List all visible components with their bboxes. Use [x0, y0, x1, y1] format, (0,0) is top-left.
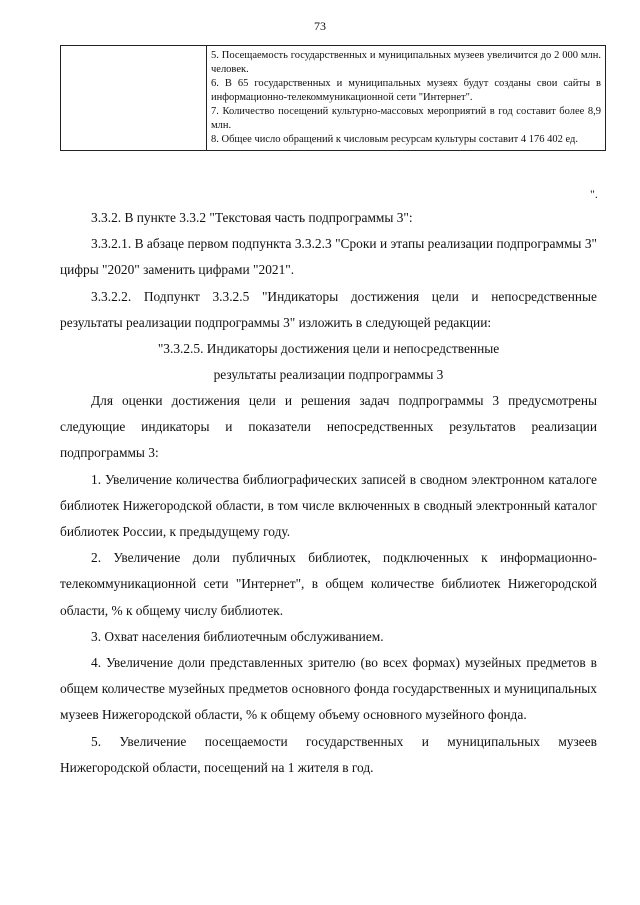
table-cell-right: [207, 46, 606, 151]
table-cell-item: 5. Посещаемость государственных и муниципальных музеев увеличится до 2 000 млн. человек.: [211, 50, 601, 75]
page-number: 73: [314, 19, 326, 33]
indicators-table: [60, 45, 606, 151]
paragraph: 3.3.2. В пункте 3.3.2 "Текстовая часть подпрограммы 3":: [91, 210, 413, 225]
paragraph: 3.3.2.2. Подпункт 3.3.2.5 "Индикаторы достижения цели и непосредственные результаты реализации подпрограммы 3" изложить в следующей редакции:: [60, 288, 597, 330]
document-body: [60, 205, 597, 781]
paragraph: 3.3.2.1. В абзаце первом подпункта 3.3.2.3 "Сроки и этапы реализации подпрограммы 3" цифры "2020" заменить цифрами "2021".: [60, 236, 597, 278]
list-item: 4. Увеличение доли представленных зрителю (во всех формах) музейных предметов в общем количестве музейных предметов основного фонда государственных и муниципальных музеев Нижегородской области, % к общему объему основного музейного фонда.: [60, 655, 597, 723]
list-item: 2. Увеличение доли публичных библиотек, подключенных к информационно-телекоммуникационной сети "Интернет", в общем количестве библиотек Нижегородской области, % к общему числу библиотек.: [60, 550, 597, 618]
list-item: 5. Увеличение посещаемости государственных и муниципальных музеев Нижегородской области, посещений на 1 жителя в год.: [60, 733, 597, 775]
table-cell-item: 8. Общее число обращений к числовым ресурсам культуры составит 4 176 402 ед.: [211, 134, 578, 145]
section-heading-line: "3.3.2.5. Индикаторы достижения цели и непосредственные: [157, 341, 500, 357]
list-item: 1. Увеличение количества библиографических записей в сводном электронном каталоге библиотек Нижегородской области, в том числе включенных в сводный электронный каталог библиотек России, к предыдущему году.: [60, 471, 597, 540]
closing-quote: ".: [590, 187, 598, 201]
table-cell-item: 6. В 65 государственных и муниципальных музеях будут созданы свои сайты в информационно-телекоммуникационной сети "Интернет".: [211, 78, 601, 103]
section-heading-line: результаты реализации подпрограммы 3: [213, 367, 444, 383]
list-item: 3. Охват населения библиотечным обслуживанием.: [91, 628, 384, 644]
table-cell-left: [61, 46, 207, 151]
paragraph: Для оценки достижения цели и решения задач подпрограммы 3 предусмотрены следующие индикаторы и показатели непосредственных результатов реализации подпрограммы 3:: [60, 393, 597, 461]
table-cell-item: 7. Количество посещений культурно-массовых мероприятий в год составит более 8,9 млн.: [211, 106, 601, 131]
table-row: [61, 46, 606, 151]
section-heading: [60, 336, 597, 388]
